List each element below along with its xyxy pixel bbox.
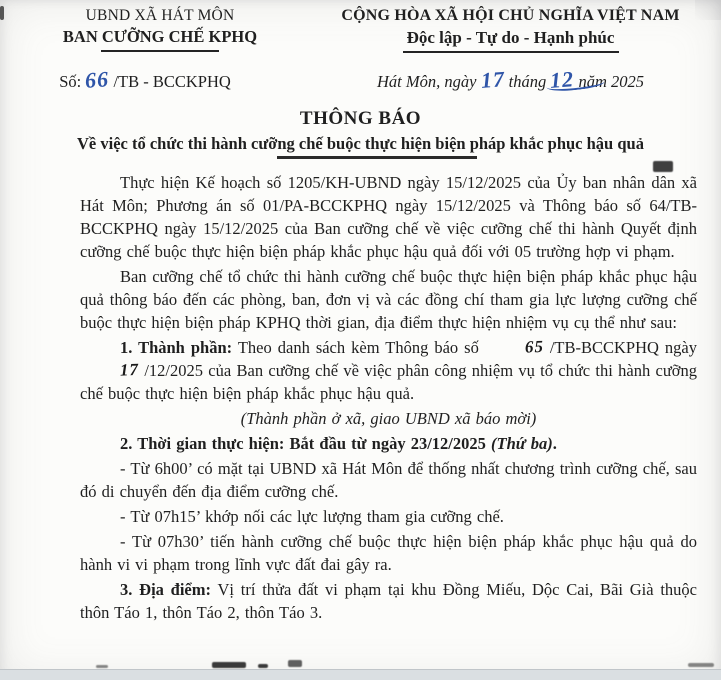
document-title: THÔNG BÁO	[299, 108, 422, 129]
document-number-handwritten: 66	[84, 66, 111, 93]
document-number-label: Số:	[59, 72, 82, 91]
section-3-dia-diem	[80, 578, 697, 624]
date-month-handwritten: 12	[549, 66, 576, 93]
section-3-heading: 3. Địa điểm:	[120, 579, 211, 599]
national-motto-block	[310, 7, 721, 92]
document-number-line	[10, 66, 310, 93]
section-2-bullet-2: - Từ 07h15’ khớp nối các lực lượng tham gia cưỡng chế.	[120, 506, 504, 526]
paragraph-basis-2: Ban cưỡng chế tổ chức thi hành cưỡng chế buộc thực hiện biện pháp khắc phục hậu quả thông báo đến các phòng, ban, đơn vị và các đồng chí tham gia lực lượng cưỡng chế buộc thực hiện biện pháp KPHQ thời gian, địa điểm thực hiện nhiệm vụ cụ thể như sau:	[80, 266, 697, 332]
document-number-suffix: /TB - BCCKPHQ	[113, 72, 231, 91]
date-suffix: năm 2025	[578, 72, 645, 91]
scan-ink-artifact	[653, 161, 673, 172]
place-date-line	[310, 66, 711, 93]
cutoff-text-fragment	[688, 663, 714, 667]
scan-corner-shading	[695, 0, 721, 20]
cutoff-text-fragment	[258, 664, 268, 668]
section-2-heading-line	[80, 432, 697, 455]
section-2-heading-rest: Bắt đầu từ ngày 23/12/2025	[289, 433, 486, 453]
section-2-period: .	[552, 433, 557, 453]
scan-edge-artifact	[0, 6, 4, 20]
section-1-number-handwritten: 65	[524, 336, 545, 357]
document-body	[80, 171, 697, 624]
section-2-bullet-1: - Từ 6h00’ có mặt tại UBND xã Hát Môn để thống nhất chương trình cưỡng chế, sau đó di chuyển đến địa điểm cưỡng chế.	[80, 458, 697, 501]
section-3-text: Vị trí thửa đất vi phạm tại khu Đồng Miếu, Dộc Cai, Bãi Già thuộc thôn Táo 1, thôn Táo 2, thôn Táo 3.	[80, 579, 698, 622]
authority-underline	[101, 50, 219, 52]
paragraph-basis-1: Thực hiện Kế hoạch số 1205/KH-UBND ngày 15/12/2025 của Ủy ban nhân dân xã Hát Môn; Phương án số 01/PA-BCCKPHQ ngày 15/12/2025 và Thông báo số 64/TB-BCCKPHQ ngày 15/12/2025 của Ban cưỡng chế về việc cưỡng chế thi hành Quyết định cưỡng chế buộc thực hiện biện pháp khắc phục hậu quả đối với 05 trường hợp vi phạm.	[80, 172, 697, 261]
document-subtitle: Về việc tổ chức thi hành cưỡng chế buộc thực hiện biện pháp khắc phục hậu quả	[77, 134, 644, 153]
date-day-handwritten: 17	[479, 66, 506, 93]
section-1-day-handwritten: 17	[119, 359, 140, 380]
section-2-bullet-3: - Từ 07h30’ tiến hành cưỡng chế buộc thực hiện biện pháp khắc phục hậu quả do hành vi vi phạm trong lĩnh vực đất đai gây ra.	[80, 531, 697, 574]
document-header	[0, 0, 721, 92]
section-2-heading: 2. Thời gian thực hiện:	[120, 433, 285, 453]
date-mid: tháng	[508, 72, 547, 91]
issuing-authority-parent: UBND XÃ HÁT MÔN	[85, 7, 235, 24]
date-prefix: Hát Môn, ngày	[376, 72, 477, 91]
section-1-text-b: /TB-BCCKPHQ ngày	[549, 337, 698, 357]
section-1-text-c: /12/2025 của Ban cưỡng chế về việc phân công nhiệm vụ tổ chức thi hành cưỡng chế buộc thực hiện biện pháp khắc phục hậu quả.	[80, 360, 698, 403]
section-1-note: (Thành phần ở xã, giao UBND xã báo mời)	[240, 408, 537, 428]
document-title-block	[0, 108, 721, 159]
motto-underline	[403, 51, 619, 53]
issuing-authority-block	[0, 7, 310, 92]
cutoff-text-fragment	[288, 660, 302, 667]
cutoff-text-fragment	[96, 665, 108, 668]
section-1-thanh-phan	[80, 336, 697, 405]
cutoff-text-fragment	[212, 662, 246, 668]
section-1-text-a: Theo danh sách kèm Thông báo số	[237, 337, 479, 357]
issuing-authority-name: BAN CƯỠNG CHẾ KPHQ	[62, 27, 258, 46]
scan-bottom-bar	[0, 669, 721, 680]
national-title: CỘNG HÒA XÃ HỘI CHỦ NGHĨA VIỆT NAM	[341, 7, 680, 24]
subtitle-underline	[277, 156, 477, 159]
section-2-weekday: (Thứ ba)	[491, 433, 553, 453]
section-1-heading: 1. Thành phần:	[120, 337, 233, 357]
national-motto: Độc lập - Tự do - Hạnh phúc	[406, 28, 615, 47]
